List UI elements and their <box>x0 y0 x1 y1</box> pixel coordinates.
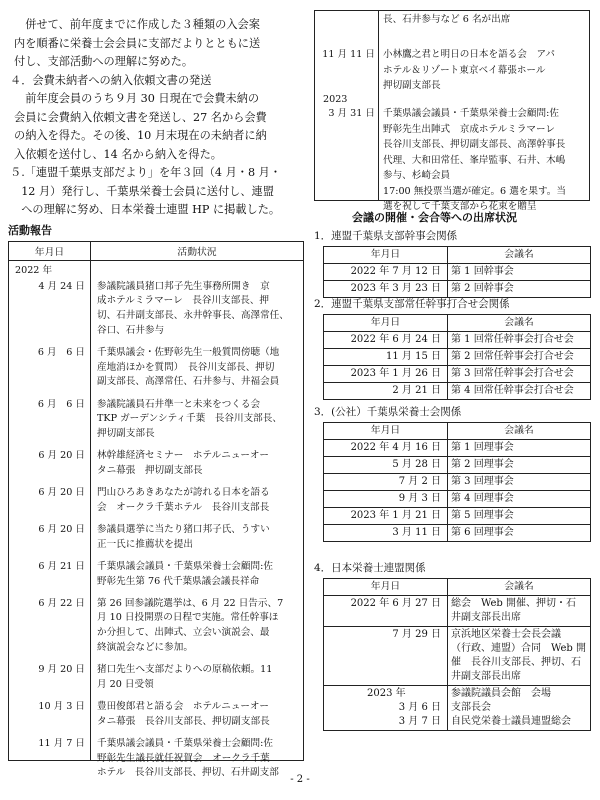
text-line: 会員に会費納入依頼文書を発送し、27 名から会費 <box>14 110 267 124</box>
meeting-row <box>324 491 591 508</box>
meeting-table <box>323 422 591 543</box>
meeting-section-title: 2．連盟千葉県支部常任幹事打合せ会関係 <box>314 298 510 310</box>
meeting-date-line: 2022 年 7 月 12 日 <box>350 266 441 278</box>
meeting-date <box>324 627 448 686</box>
meeting-name-line: 第 6 回理事会 <box>451 527 514 539</box>
meeting-name <box>448 686 591 731</box>
activity-text-line: 千葉県議会議員・千葉県栄養士会顧問:佐 <box>97 737 273 749</box>
meeting-row <box>324 366 591 383</box>
col-date-header: 年月日 <box>324 314 448 332</box>
meeting-name <box>448 474 591 491</box>
text-line: 前年度会員のうち９月 30 日現在で会費未納の <box>14 92 260 105</box>
activity-text-line: 17:00 無投票当選が確定。6 選を果す。当 <box>383 185 566 197</box>
meeting-name-line: 催 長谷川支部長、押切、石 <box>451 657 581 669</box>
meeting-name-line: 参議院議員会館 会場 <box>451 688 551 700</box>
meeting-date-line: 3 月 6 日 <box>398 702 441 714</box>
activity-text-line: 長谷川支部長、押切副支部長、高澤幹事長 <box>383 139 566 150</box>
meeting-row <box>324 627 591 686</box>
meeting-name-line: 井副支部長出席 <box>451 671 521 683</box>
meeting-name-line: 第 2 回幹事会 <box>451 283 514 295</box>
meeting-date-line: 2023 年 3 月 23 日 <box>350 283 441 295</box>
meeting-row <box>324 332 591 349</box>
activity-date: 4 月 24 日 <box>38 280 85 292</box>
column-divider <box>90 261 91 760</box>
meeting-name <box>448 366 591 383</box>
meeting-row <box>324 686 591 731</box>
meeting-row <box>324 508 591 525</box>
meeting-date <box>324 383 448 400</box>
activity-text-line: ホテル 長谷川支部長、押切、石井副支部 <box>97 767 279 779</box>
col-name-header: 会議名 <box>448 314 591 332</box>
meeting-name-line: 第 4 回常任幹事会打合せ会 <box>451 385 574 397</box>
meeting-name-line: 第 1 回常任幹事会打合せ会 <box>451 334 574 346</box>
meeting-date <box>324 491 448 508</box>
activity-date: 11 月 7 日 <box>38 737 85 749</box>
activity-text-line: 参議員選挙に当たり猪口邦子氏、うすい <box>97 524 270 535</box>
activity-text-line: ホテル＆リゾート東京ベイ幕張ホール <box>383 64 546 76</box>
meeting-table <box>323 246 591 299</box>
activity-text-line: 正一氏に推薦状を提出 <box>97 538 193 550</box>
meeting-header-row <box>324 246 591 264</box>
meeting-date-line: 2022 年 6 月 24 日 <box>350 334 441 346</box>
text-line: 付し、支部活動への理解に努めた。 <box>14 55 194 68</box>
activity-text-line: 会 オークラ千葉ホテル 長谷川支部長 <box>97 501 270 513</box>
meeting-header-row <box>324 578 591 596</box>
meeting-row <box>324 457 591 474</box>
meeting-name <box>448 281 591 298</box>
activity-text-line: 野彰先生出陣式 京成ホテルミラマーレ <box>383 123 556 135</box>
meeting-name-line: 第 1 回幹事会 <box>451 266 514 278</box>
meeting-row <box>324 596 591 627</box>
meeting-section <box>314 297 590 400</box>
meeting-date <box>324 349 448 366</box>
col-date-header: 年月日 <box>324 422 448 440</box>
activity-text-line: 終演説会などに参加。 <box>97 641 193 653</box>
meeting-name-line: 第 4 回理事会 <box>451 493 514 505</box>
meeting-name-line: 第 3 回理事会 <box>451 476 514 488</box>
meeting-name-line: 井副支部長出席 <box>451 612 521 624</box>
meeting-date <box>324 474 448 491</box>
meeting-row <box>324 525 591 542</box>
meeting-row <box>324 383 591 400</box>
meeting-date <box>324 332 448 349</box>
text-line: の納入を得た。その後、10 月末現在の未納者に納 <box>14 129 267 142</box>
activity-text-line: 代理、大和田常任、峯岸監事、石井、木嶋 <box>383 154 566 166</box>
activity-text-line: 野彰先生議長就任祝賀会 オークラ千葉 <box>97 752 270 764</box>
activity-date: 6 月 20 日 <box>38 487 85 499</box>
activity-heading: 活動報告 <box>8 224 52 237</box>
meeting-name-line: 第 2 回理事会 <box>451 459 514 471</box>
activity-date: 2022 年 <box>15 265 53 276</box>
meeting-name <box>448 457 591 474</box>
activity-text-line: 押切副支部長 <box>383 80 441 91</box>
activity-text-line: 月 20 日受領 <box>97 678 154 690</box>
page-number: - 2 - <box>290 774 310 785</box>
meeting-name-line: 第 2 回常任幹事会打合せ会 <box>451 351 574 363</box>
meeting-name <box>448 440 591 457</box>
meeting-name-line: 第 5 回理事会 <box>451 510 514 522</box>
meeting-date-line: 7 月 29 日 <box>392 629 441 641</box>
activity-date: 6 月 6 日 <box>37 347 85 358</box>
meeting-date-line: 2 月 21 日 <box>392 385 441 397</box>
meeting-name <box>448 508 591 525</box>
meeting-date <box>324 508 448 525</box>
activity-text-line: 豊田俊郎君と語る会 ホテルニューオー <box>97 701 270 712</box>
meeting-date-line: 2023 年 1 月 26 日 <box>350 368 441 380</box>
activity-text-line: タニ幕張 長谷川支部長、押切副支部長 <box>97 715 270 727</box>
activity-text-line: TKP ガーデンシティ千葉 長谷川支部長、 <box>97 413 282 425</box>
activity-date: 6 月 21 日 <box>38 560 85 572</box>
meeting-name <box>448 383 591 400</box>
meeting-name-line: 第 1 回理事会 <box>451 442 514 454</box>
activity-date: 3 月 31 日 <box>328 108 375 119</box>
intro-paragraph <box>10 16 282 220</box>
activity-text-line: 成ホテルミラマーレ 長谷川支部長、押 <box>97 295 270 307</box>
col-date-header: 年月日 <box>34 247 65 258</box>
meeting-header-row <box>324 314 591 332</box>
activity-text-line: 小林鷹之君と明日の日本を語る会 アパ <box>383 49 555 60</box>
activity-text-line: 千葉県議会議員・千葉県栄養士会顧問:佐 <box>97 560 273 572</box>
activity-text-line: 長、石井参与など 6 名が出席 <box>383 14 511 25</box>
activity-text-line: 副支部長、高澤常任、石井参与、井福会員 <box>97 376 280 388</box>
activity-text-line: 月 10 日投開票の日程で実施。常任幹事ほ <box>97 612 279 624</box>
meeting-name <box>448 627 591 686</box>
meeting-date-line: 2023 年 <box>367 688 406 700</box>
activity-text-line: 参議院議員猪口邦子先生事務所開き 京 <box>97 280 270 292</box>
activity-text-line: 林幹雄経済セミナー ホテルニューオー <box>97 450 270 462</box>
activity-text-line: 参与、杉崎会員 <box>383 170 451 181</box>
meeting-date-line: 2022 年 6 月 27 日 <box>350 598 441 610</box>
meeting-name-line: 第 3 回常任幹事会打合せ会 <box>451 368 574 380</box>
activity-date: 6 月 6 日 <box>37 398 85 410</box>
meeting-header-row <box>324 422 591 440</box>
activity-text-line: 門山ひろあきあなたが誇れる日本を語る <box>97 487 270 499</box>
text-line: 内を順番に栄養士会会員に支部だよりとともに送 <box>14 36 261 50</box>
meeting-date <box>324 525 448 542</box>
meeting-name <box>448 349 591 366</box>
activity-table <box>8 241 304 779</box>
meetings-heading: 会議の開催・会合等への出席状況 <box>352 211 517 224</box>
meeting-date-line: 11 月 15 日 <box>386 351 441 363</box>
meeting-table <box>323 578 591 732</box>
activity-text-line: 切、石井副支部長、永井幹事長、高澤常任、 <box>97 310 289 322</box>
meeting-section-title: 1．連盟千葉県支部幹事会関係 <box>314 230 458 242</box>
meeting-row <box>324 349 591 366</box>
activity-text-line: 選を祝して千葉支部から花束を贈呈 <box>383 201 537 212</box>
activity-text-line: か分担して、出陣式、立会い演説会、最 <box>97 627 270 639</box>
meeting-name <box>448 596 591 627</box>
meeting-section <box>314 229 590 298</box>
text-line: 併せて、前年度までに作成した３種類の入会案 <box>14 18 260 31</box>
activity-text-line: 野彰先生第 76 代千葉県議会議長祥命 <box>97 575 260 587</box>
activity-text-line: 第 26 回参議院選挙は、6 月 22 日告示、7 <box>97 597 284 609</box>
col-name-header: 会議名 <box>448 246 591 264</box>
text-line: 入依頼を送付し、14 名から納入を得た。 <box>14 147 222 161</box>
col-date-header: 年月日 <box>324 246 448 264</box>
meeting-date-line: 3 月 11 日 <box>392 527 441 539</box>
activity-text-line: タニ幕張 押切副支部長 <box>97 464 203 476</box>
meeting-date-line: 7 月 2 日 <box>398 476 441 488</box>
meeting-date <box>324 686 448 731</box>
meeting-date <box>324 366 448 383</box>
meeting-section-title: 3．(公社）千葉県栄養士会関係 <box>314 406 462 418</box>
meeting-date <box>324 457 448 474</box>
meeting-name-line: （行政、連盟）合同 Web 開 <box>451 643 586 655</box>
activity-continuation-table <box>314 10 590 212</box>
activity-date: 10 月 3 日 <box>38 701 85 712</box>
activity-text-line: 千葉県議会・佐野彰先生一般質問傍聴（地 <box>97 347 280 358</box>
meeting-date <box>324 440 448 457</box>
meeting-date <box>324 596 448 627</box>
meeting-name <box>448 491 591 508</box>
activity-header-row <box>9 242 303 261</box>
meeting-section-title: 4．日本栄養士連盟関係 <box>314 562 426 574</box>
item-5-title: ５.「連盟千葉県支部だより」を年３回（4 月・8 月・ <box>10 166 282 179</box>
meeting-name <box>448 332 591 349</box>
meeting-section <box>314 561 590 731</box>
activity-date: 9 月 20 日 <box>38 664 85 676</box>
meeting-name-line: 京浜地区栄養士会長会議 <box>451 629 561 641</box>
meeting-row <box>324 474 591 491</box>
meeting-date-line: 5 月 28 日 <box>392 459 441 471</box>
meeting-date <box>324 281 448 298</box>
activity-date: 2023 <box>323 94 348 105</box>
meeting-section <box>314 405 590 542</box>
meeting-date-line: 2022 年 4 月 16 日 <box>350 442 441 454</box>
activity-text-line: 千葉県議会議員・千葉県栄養士会顧問:佐 <box>383 108 559 119</box>
activity-text-line: 押切副支部長 <box>97 427 155 439</box>
col-status-header: 活動状況 <box>90 242 303 260</box>
meeting-name-line: 支部長会 <box>451 702 491 714</box>
meeting-row <box>324 440 591 457</box>
col-name-header: 会議名 <box>448 422 591 440</box>
text-line: 12 月）発行し、千葉県栄養士会員に送付し、連盟 <box>10 184 274 198</box>
col-name-header: 会議名 <box>448 578 591 596</box>
meeting-row <box>324 281 591 298</box>
meeting-date-line: 2023 年 1 月 21 日 <box>350 510 441 522</box>
activity-date: 11 月 11 日 <box>322 49 375 60</box>
activity-text-line: 猪口先生へ支部だよりへの原稿依頼。11 <box>97 664 273 676</box>
meeting-date-line: 9 月 3 日 <box>398 493 441 505</box>
item-4-title: ４．会費未納者への納入依頼文書の発送 <box>10 73 212 87</box>
meeting-name-line: 総会 Web 開催、押切・石 <box>451 598 576 610</box>
activity-text-line: 参議院議員石井準一と未来をつくる会 <box>97 398 261 410</box>
meeting-table <box>323 314 591 401</box>
meeting-name-line: 自民党栄養士議員連盟総会 <box>451 716 571 728</box>
text-line: への理解に努め、日本栄養士連盟 HP に掲載した。 <box>10 203 281 216</box>
meeting-name <box>448 264 591 281</box>
meeting-row <box>324 264 591 281</box>
activity-text-line: 谷口、石井参与 <box>97 324 165 336</box>
meeting-date-line: 3 月 7 日 <box>398 716 441 728</box>
col-date-header: 年月日 <box>324 578 448 596</box>
activity-date: 6 月 22 日 <box>38 597 85 609</box>
activity-date: 6 月 20 日 <box>38 524 85 535</box>
meeting-date <box>324 264 448 281</box>
activity-date: 6 月 20 日 <box>38 450 85 462</box>
activity-text-line: 産地消ほかを質問） 長谷川支部長、押切 <box>97 361 275 373</box>
meeting-name <box>448 525 591 542</box>
